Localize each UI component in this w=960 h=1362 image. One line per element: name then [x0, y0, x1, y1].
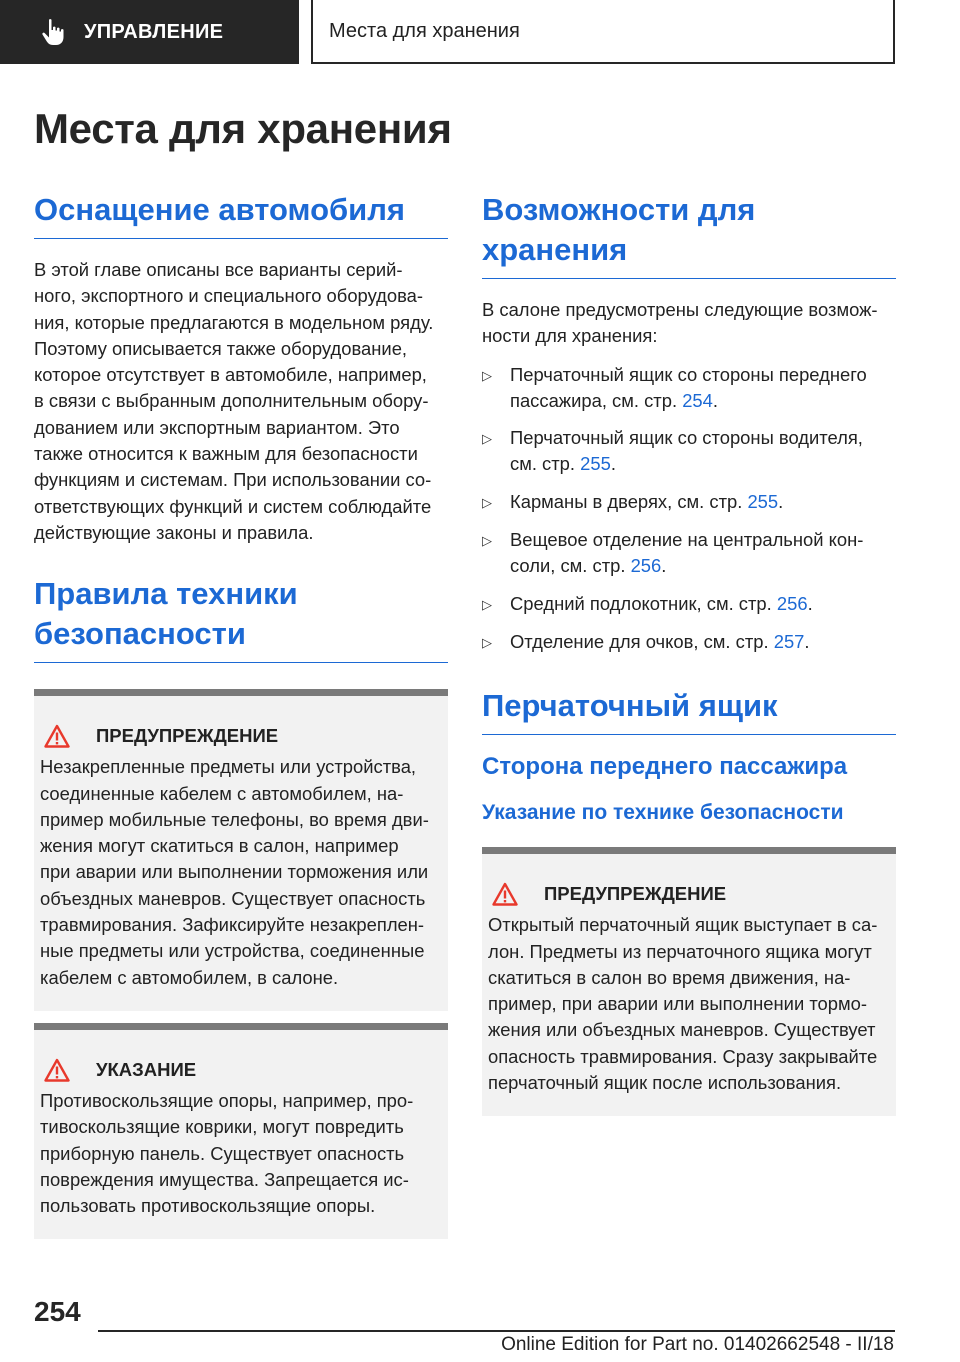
- edition-text: Online Edition for Part no. 01402662548 - II/18: [501, 1334, 894, 1355]
- triangle-bullet-icon: ▷: [482, 634, 492, 650]
- warning-box-glove-box: [482, 847, 896, 1116]
- warning-triangle-icon: [492, 882, 518, 906]
- list-item: ▷ Перчаточный ящик со стороны водителя, см. стр. 255.: [482, 425, 896, 478]
- left-column: [34, 190, 448, 1239]
- hand-pointer-icon: [40, 18, 66, 46]
- page-link[interactable]: 255: [747, 490, 779, 512]
- heading-glove-box: Перчаточный ящик: [482, 686, 896, 735]
- storage-intro: В салоне предусмотрены следующие возмож- ности для хранения:: [482, 299, 878, 347]
- triangle-bullet-icon: ▷: [482, 367, 492, 383]
- heading-safety-rules: Правила техники безопасности: [34, 574, 448, 663]
- triangle-bullet-icon: ▷: [482, 596, 492, 612]
- triangle-bullet-icon: ▷: [482, 494, 492, 510]
- page-link[interactable]: 254: [682, 389, 713, 411]
- warning-title: ПРЕДУПРЕЖДЕНИЕ: [544, 883, 727, 905]
- page-link[interactable]: 257: [773, 630, 805, 652]
- page-link[interactable]: 256: [630, 555, 662, 577]
- subheading-passenger-side: Сторона переднего пассажира: [482, 753, 848, 781]
- page-link[interactable]: 256: [776, 592, 808, 614]
- list-item: ▷ Отделение для очков, см. стр. 257.: [482, 629, 896, 656]
- warning-text: Открытый перчаточный ящик выступает в са- лон. Предметы из перчаточного ящика могут скатиться в салон во время движения, на- пример, при аварии или выполнении тормо- жения или объездных маневров. Существует опасность травмирования. Сразу закрывайте перчаточный ящик после использования.: [488, 914, 878, 1094]
- list-item: ▷ Вещевое отделение на центральной кон- соли, см. стр. 256.: [482, 527, 896, 580]
- warning-text: Незакрепленные предметы или устройства, соединенные кабелем с автомобилем, на- пример мобильные телефоны, во время дви- жения могут скатиться в салон, например при аварии или выполнении торможения или объездных маневров. Существует опасность травмирования. Зафиксируйте незакреплен- ные предметы или устройства, соединенные кабелем с автомобилем, в салоне.: [40, 756, 429, 988]
- equipment-paragraph: В этой главе описаны все варианты серий- ного, экспортного и специального оборудова- ния, которые предлагаются в модельном ряду. Поэтому описывается также оборудование, которое отсутствует в автомобиле, например, в связи с выбранным дополнительным обору- дованием или экспортным вариантом. Это также относится к важным для безопасности функциям и системам. При использовании со- ответствующих функций и систем соблюдайте действующие законы и правила.: [34, 259, 434, 543]
- heading-vehicle-equipment: Оснащение автомобиля: [34, 190, 448, 239]
- notice-text: Противоскользящие опоры, например, про- тивоскользящие коврики, могут повредить приборную панель. Существует опасность повреждения имущества. Запрещается ис- пользовать противоскользящие опоры.: [40, 1089, 414, 1217]
- list-item: ▷ Перчаточный ящик со стороны переднего пассажира, см. стр. 254.: [482, 362, 896, 415]
- page-link[interactable]: 255: [580, 453, 611, 475]
- section-label: УПРАВЛЕНИЕ: [84, 20, 224, 43]
- breadcrumb: [311, 0, 895, 64]
- page-title: Места для хранения: [34, 105, 452, 152]
- notice-title: УКАЗАНИЕ: [96, 1058, 197, 1080]
- warning-box-loose-objects: [34, 689, 448, 1011]
- section-tab[interactable]: [0, 0, 299, 64]
- list-item: ▷ Карманы в дверях, см. стр. 255.: [482, 489, 896, 516]
- triangle-bullet-icon: ▷: [482, 431, 492, 447]
- footer-divider: [98, 1330, 895, 1332]
- right-column: [482, 190, 896, 1116]
- subheading-safety-note: Указание по технике безопасности: [482, 801, 844, 825]
- list-item: ▷ Средний подлокотник, см. стр. 256.: [482, 591, 896, 618]
- heading-storage-options: Возможности для хранения: [482, 190, 896, 279]
- triangle-bullet-icon: ▷: [482, 533, 492, 549]
- warning-triangle-icon: [44, 1058, 70, 1082]
- warning-triangle-icon: [44, 724, 70, 748]
- storage-list: [482, 362, 896, 657]
- breadcrumb-text: Места для хранения: [329, 19, 520, 42]
- page-number: 254: [34, 1296, 81, 1327]
- warning-title: ПРЕДУПРЕЖДЕНИЕ: [96, 725, 279, 747]
- notice-box-anti-slip: [34, 1023, 448, 1239]
